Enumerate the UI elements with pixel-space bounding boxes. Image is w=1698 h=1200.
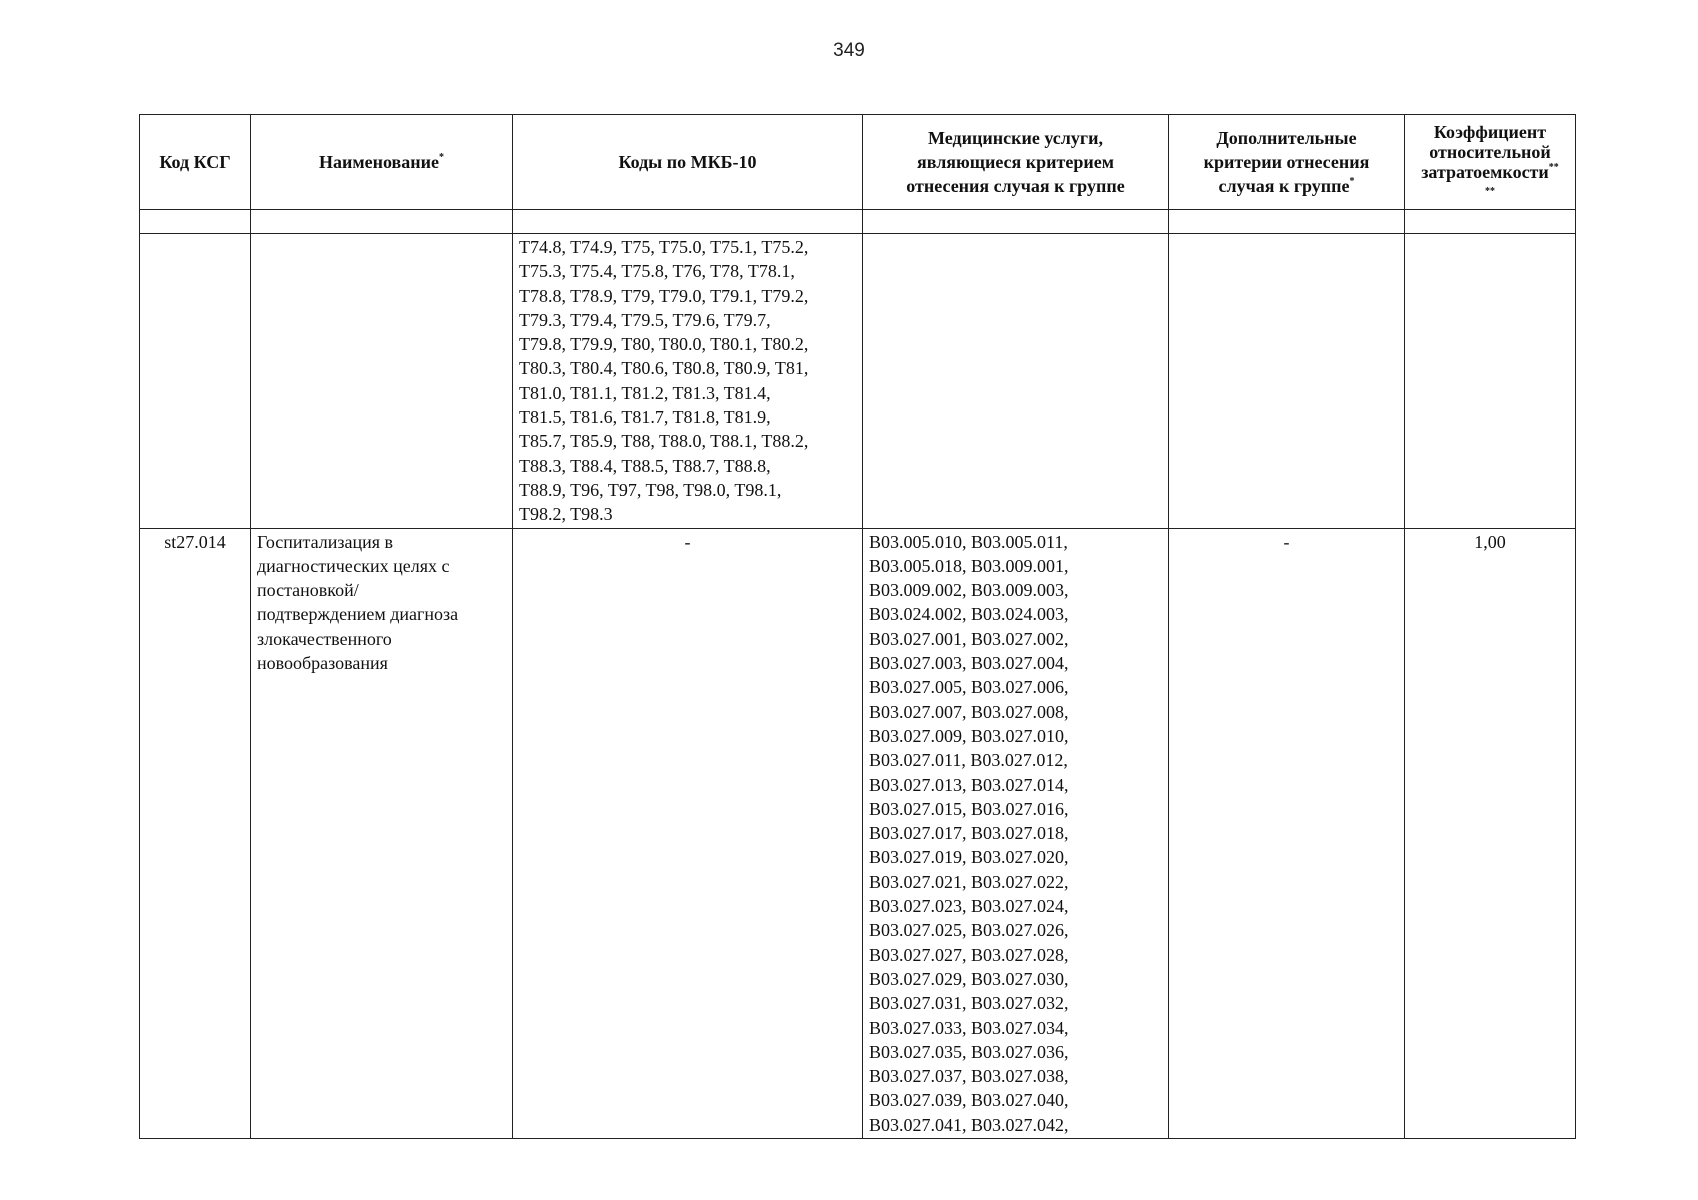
- cell-code: st27.014: [140, 528, 251, 1138]
- empty-cell: [1405, 210, 1576, 234]
- header-code: Код КСГ: [140, 115, 251, 210]
- empty-cell: [513, 210, 863, 234]
- header-extra-criteria: Дополнительные критерии отнесения случая к группе*: [1169, 115, 1405, 210]
- cell-code: [140, 234, 251, 529]
- cell-coefficient: 1,00: [1405, 528, 1576, 1138]
- cell-extra-criteria: -: [1169, 528, 1405, 1138]
- cell-medical-services: B03.005.010, B03.005.011, B03.005.018, B03.009.001, B03.009.002, B03.009.003, B03.024.002, B03.024.003, B03.027.001, B03.027.002, B03.027.003, B03.027.004, B03.027.005, B03.027.006, B03.027.007, B03.027.008, B03.027.009, B03.027.010, B03.027.011, B03.027.012, B03.027.013, B03.027.014, B03.027.015, B03.027.016, B03.027.017, B03.027.018, B03.027.019, B03.027.020, B03.027.021, B03.027.022, B03.027.023, B03.027.024, B03.027.025, B03.027.026, B03.027.027, B03.027.028, B03.027.029, B03.027.030, B03.027.031, B03.027.032, B03.027.033, B03.027.034, B03.027.035, B03.027.036, B03.027.037, B03.027.038, B03.027.039, B03.027.040, B03.027.041, B03.027.042,: [863, 528, 1169, 1138]
- cell-name: Госпитализация в диагностических целях с постановкой/ подтверждением диагноза злокачественного новообразования: [251, 528, 513, 1138]
- cell-extra-criteria: [1169, 234, 1405, 529]
- cell-mkb-codes: -: [513, 528, 863, 1138]
- empty-cell: [140, 210, 251, 234]
- ksg-table: [139, 114, 1576, 1139]
- footnote-mark: *: [1349, 176, 1355, 187]
- empty-row: [140, 210, 1576, 234]
- table-row: [140, 234, 1576, 529]
- cell-name: [251, 234, 513, 529]
- cell-coefficient: [1405, 234, 1576, 529]
- cell-mkb-codes: T74.8, T74.9, T75, T75.0, T75.1, T75.2, T75.3, T75.4, T75.8, T76, T78, T78.1, T78.8, T78.9, T79, T79.0, T79.1, T79.2, T79.3, T79.4, T79.5, T79.6, T79.7, T79.8, T79.9, T80, T80.0, T80.1, T80.2, T80.3, T80.4, T80.6, T80.8, T80.9, T81, T81.0, T81.1, T81.2, T81.3, T81.4, T81.5, T81.6, T81.7, T81.8, T81.9, T85.7, T85.9, T88, T88.0, T88.1, T88.2, T88.3, T88.4, T88.5, T88.7, T88.8, T88.9, T96, T97, T98, T98.0, T98.1, T98.2, T98.3: [513, 234, 863, 529]
- header-coefficient: Коэффициент относительной затратоемкости** **: [1405, 115, 1576, 210]
- header-mkb-codes: Коды по МКБ-10: [513, 115, 863, 210]
- cell-medical-services: [863, 234, 1169, 529]
- table-header-row: [140, 115, 1576, 210]
- footnote-mark: **: [1548, 162, 1559, 173]
- table-row: [140, 528, 1576, 1138]
- header-name: Наименование*: [251, 115, 513, 210]
- empty-cell: [863, 210, 1169, 234]
- footnote-mark: **: [1485, 186, 1495, 197]
- header-medical-services: Медицинские услуги, являющиеся критерием отнесения случая к группе: [863, 115, 1169, 210]
- empty-cell: [251, 210, 513, 234]
- footnote-mark: *: [439, 152, 444, 163]
- empty-cell: [1169, 210, 1405, 234]
- page-number: 349: [833, 40, 865, 61]
